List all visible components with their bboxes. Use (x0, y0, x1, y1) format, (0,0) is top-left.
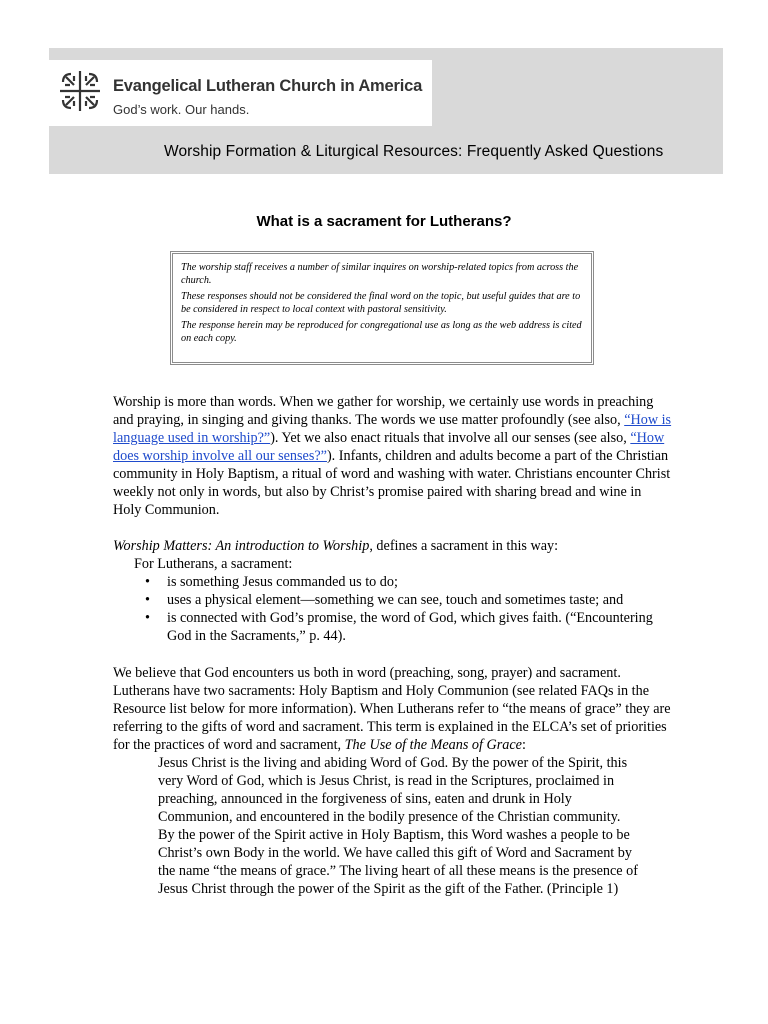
paragraph-text: ). Yet we also enact rituals that involve all our senses (see also, (270, 430, 631, 446)
paragraph-intro (113, 393, 673, 519)
list-item: • is connected with God’s promise, the word of God, which gives faith. (“Encountering God in the Sacraments,” p. 44). (145, 609, 673, 645)
definition-list (113, 573, 673, 645)
paragraph-text: We believe that God encounters us both in word (preaching, song, prayer) and sacrament. Lutherans have two sacraments: Holy Baptism and Holy Communion (see related FAQs in the Resource list below for more information). When Lutherans refer to “the means of grace” they are referring to the gifts of word and sacrament. This term is explained in the ELCA’s set of priorities for the practices of word and sacrament, (113, 665, 671, 753)
paragraph-means-of-grace (113, 664, 673, 898)
disclaimer-line: The worship staff receives a number of similar inquires on worship-related topics from across the church. (181, 262, 579, 286)
book-title: The Use of the Means of Grace (344, 737, 522, 753)
elca-cross-logo-icon (57, 68, 103, 114)
disclaimer-line: The response herein may be reproduced for congregational use as long as the web address is cited on each copy. (181, 320, 582, 344)
disclaimer-line: These responses should not be considered the final word on the topic, but useful guides that are to be considered in respect to local context with pastoral sensitivity. (181, 291, 581, 315)
book-title: Worship Matters: An introduction to Worship (113, 538, 370, 554)
list-item: • is something Jesus commanded us to do; (145, 573, 673, 591)
paragraph-text: Worship is more than words. When we gather for worship, we certainly use words in preaching and praying, in singing and giving thanks. The words we use matter profoundly (see also, (113, 394, 654, 428)
paragraph-text: : (521, 737, 526, 753)
org-name: Evangelical Lutheran Church in America (113, 77, 423, 95)
paragraph-definition (113, 537, 673, 645)
tagline: God’s work. Our hands. (113, 102, 250, 117)
block-quote: Jesus Christ is the living and abiding Word of God. By the power of the Spirit, this very Word of God, which is Jesus Christ, is read in the Scriptures, proclaimed in preaching, announced in the forgiveness of sins, eaten and drunk in Holy Communion, and encountered in the bodily presence of the Christian community. By the power of the Spirit active in Holy Baptism, this Word washes a people to be Christ’s own Body in the world. We have called this gift of Word and Sacrament by the name “the means of grace.” The living heart of all these means is the presence of Jesus Christ through the power of the Spirit as the gift of the Father. (Principle 1) (158, 755, 638, 897)
link-worship-senses[interactable]: “How does worship involve all our senses?” (113, 430, 665, 464)
link-language-in-worship[interactable]: “How is language used in worship?” (113, 412, 672, 446)
definition-intro: For Lutherans, a sacrament: (134, 556, 293, 572)
page-title: What is a sacrament for Lutherans? (256, 213, 512, 230)
list-item: • uses a physical element—something we can see, touch and sometimes taste; and (145, 591, 673, 609)
faq-series-title: Worship Formation & Liturgical Resources: Frequently Asked Questions (164, 143, 664, 160)
paragraph-text: , defines a sacrament in this way: (369, 538, 559, 554)
disclaimer-box (170, 251, 594, 365)
paragraph-text: ). Infants, children and adults become a part of the Christian community in Holy Baptism, a ritual of word and washing with water. Christians encounter Christ weekly not only in words, but also by Christ’s promise paired with sharing bread and wine in Holy Communion. (113, 448, 671, 518)
